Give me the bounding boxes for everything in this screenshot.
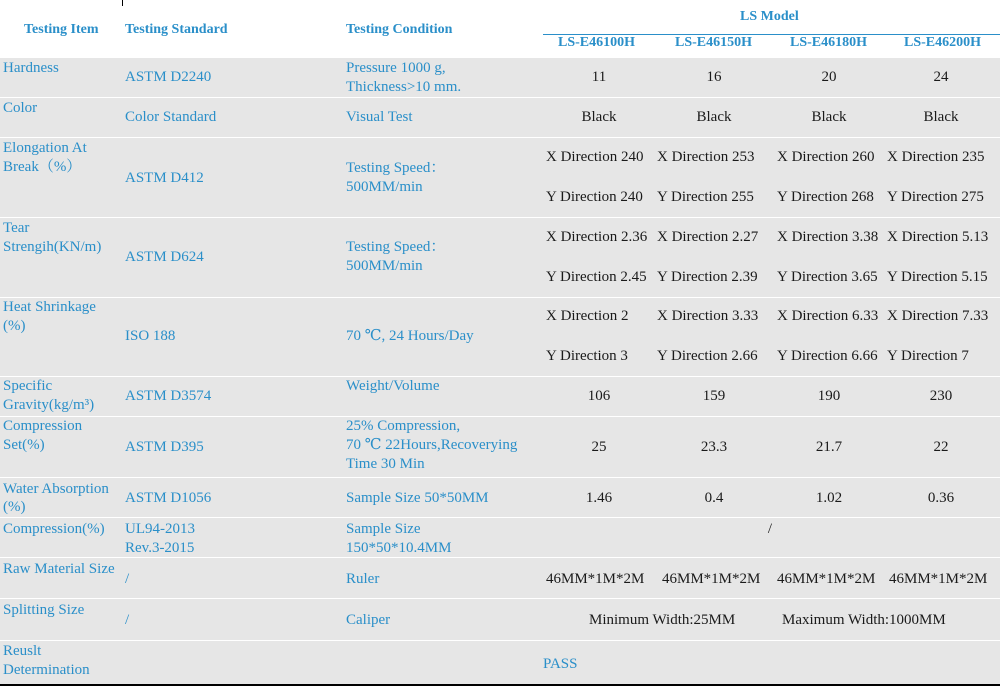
standard-value: ASTM D3574 — [125, 388, 212, 404]
y-value-model-3: Y Direction 6.66 — [777, 348, 878, 364]
x-value-model-2: X Direction 2.27 — [657, 229, 759, 245]
condition-line-2: Thickness>10 mm. — [346, 79, 462, 95]
standard-line-1: UL94-2013 — [125, 521, 195, 537]
table-row — [0, 97, 1000, 137]
y-value-model-2: Y Direction 2.39 — [657, 269, 758, 285]
y-value-model-2: Y Direction 255 — [657, 189, 754, 205]
condition-line-1: Testing Speed： — [346, 160, 446, 176]
item-label-line-1: Elongation At — [3, 140, 87, 156]
item-label-line-2: (%) — [3, 318, 26, 334]
header-model-2: LS-E46150H — [675, 35, 753, 50]
table-row — [0, 416, 1000, 477]
y-value-model-3: Y Direction 3.65 — [777, 269, 878, 285]
x-value-model-1: X Direction 2.36 — [546, 229, 648, 245]
value-model-3: Black — [811, 109, 847, 125]
standard-value: / — [125, 571, 130, 587]
item-label-line-2: Break（%） — [3, 159, 82, 175]
condition-line-2: 70 ℃ 22Hours,Recoverying — [346, 437, 518, 453]
standard-value: ASTM D1056 — [125, 490, 212, 506]
y-value-model-4: Y Direction 275 — [887, 189, 984, 205]
value-model-4: 230 — [929, 388, 953, 404]
x-value-model-4: X Direction 235 — [887, 149, 985, 165]
value-model-1: 25 — [591, 439, 607, 455]
table-row — [0, 217, 1000, 297]
condition-value: Weight/Volume — [346, 378, 440, 394]
value-model-3: 21.7 — [815, 439, 843, 455]
header-testing-condition: Testing Condition — [346, 22, 453, 37]
condition-line-2: 500MM/min — [346, 179, 423, 195]
value-model-4: 0.36 — [927, 490, 955, 506]
x-value-model-3: X Direction 6.33 — [777, 308, 879, 324]
minimum-width: Minimum Width:25MM — [589, 612, 736, 628]
value-model-2: 16 — [706, 69, 722, 85]
x-value-model-4: X Direction 5.13 — [887, 229, 989, 245]
table-row — [0, 137, 1000, 217]
value-model-4: 22 — [933, 439, 949, 455]
value-model-1: 1.46 — [585, 490, 613, 506]
item-label-line-1: Water Absorption — [3, 481, 109, 497]
table-row — [0, 477, 1000, 517]
value-model-2: 0.4 — [704, 490, 724, 506]
standard-value: ASTM D395 — [125, 439, 204, 455]
y-value-model-4: Y Direction 5.15 — [887, 269, 988, 285]
header-testing-item: Testing Item — [24, 22, 99, 37]
condition-line-1: Pressure 1000 g, — [346, 60, 446, 76]
condition-value: Caliper — [346, 612, 391, 628]
value-all-models: / — [767, 521, 773, 537]
standard-value: ASTM D412 — [125, 170, 204, 186]
maximum-width: Maximum Width:1000MM — [782, 612, 946, 628]
table-header — [0, 6, 1000, 57]
condition-line-2: 150*50*10.4MM — [346, 540, 452, 556]
table-row — [0, 598, 1000, 640]
x-value-model-2: X Direction 3.33 — [657, 308, 759, 324]
condition-value: Visual Test — [346, 109, 413, 125]
value-model-3: 20 — [821, 69, 837, 85]
table-row — [0, 517, 1000, 557]
item-label: Hardness — [3, 60, 59, 76]
condition-line-1: 25% Compression, — [346, 418, 461, 434]
x-value-model-4: X Direction 7.33 — [887, 308, 989, 324]
x-value-model-3: X Direction 3.38 — [777, 229, 879, 245]
header-testing-standard: Testing Standard — [125, 22, 228, 37]
condition-value: Sample Size 50*50MM — [346, 490, 489, 506]
value-model-3: 46MM*1M*2M — [777, 571, 876, 587]
standard-value: ASTM D624 — [125, 249, 204, 265]
item-label-line-2: (%) — [3, 499, 26, 515]
item-label: Color — [3, 100, 38, 116]
item-label-line-2: Strengih(KN/m) — [3, 239, 102, 255]
y-value-model-2: Y Direction 2.66 — [657, 348, 758, 364]
value-model-4: Black — [923, 109, 959, 125]
value-model-2: 23.3 — [700, 439, 728, 455]
y-value-model-1: Y Direction 3 — [546, 348, 628, 364]
x-value-model-1: X Direction 240 — [546, 149, 644, 165]
condition-line-2: 500MM/min — [346, 258, 423, 274]
value-model-1: 46MM*1M*2M — [546, 571, 645, 587]
value-model-4: 24 — [933, 69, 949, 85]
condition-line-1: Testing Speed： — [346, 239, 446, 255]
item-label-line-1: Compression — [3, 418, 83, 434]
y-value-model-1: Y Direction 2.45 — [546, 269, 647, 285]
y-value-model-3: Y Direction 268 — [777, 189, 874, 205]
x-value-model-2: X Direction 253 — [657, 149, 755, 165]
standard-value: Color Standard — [125, 109, 217, 125]
header-model-3: LS-E46180H — [790, 35, 868, 50]
item-label-line-1: Tear — [3, 220, 30, 236]
item-label-line-2: Determination — [3, 662, 90, 678]
x-value-model-1: X Direction 2 — [546, 308, 629, 324]
y-value-model-4: Y Direction 7 — [887, 348, 969, 364]
standard-line-2: Rev.3-2015 — [125, 540, 195, 556]
table-row — [0, 297, 1000, 376]
condition-line-3: Time 30 Min — [346, 456, 425, 472]
table-row — [0, 57, 1000, 97]
value-model-3: 1.02 — [815, 490, 843, 506]
value-model-2: 46MM*1M*2M — [662, 571, 761, 587]
condition-line-1: Sample Size — [346, 521, 421, 537]
header-model-1: LS-E46100H — [558, 35, 636, 50]
standard-value: ASTM D2240 — [125, 69, 212, 85]
value-model-2: 159 — [702, 388, 726, 404]
value-model-1: 106 — [587, 388, 611, 404]
standard-value: / — [125, 612, 130, 628]
value-model-2: Black — [696, 109, 732, 125]
value-model-1: Black — [581, 109, 617, 125]
result-value: PASS — [543, 656, 578, 672]
value-model-3: 190 — [817, 388, 841, 404]
table-row — [0, 640, 1000, 686]
item-label: Compression(%) — [3, 521, 105, 537]
condition-value: 70 ℃, 24 Hours/Day — [346, 328, 474, 344]
table-row — [0, 557, 1000, 598]
header-model-4: LS-E46200H — [904, 35, 982, 50]
header-model-group: LS Model — [740, 9, 799, 24]
value-model-4: 46MM*1M*2M — [889, 571, 988, 587]
item-label-line-1: Reuslt — [3, 643, 42, 659]
item-label: Raw Material Size — [3, 561, 115, 577]
item-label-line-2: Gravity(kg/m³) — [3, 397, 95, 413]
table-row — [0, 376, 1000, 416]
item-label-line-1: Specific — [3, 378, 53, 394]
y-value-model-1: Y Direction 240 — [546, 189, 643, 205]
standard-value: ISO 188 — [125, 328, 176, 344]
item-label-line-2: Set(%) — [3, 437, 45, 453]
x-value-model-3: X Direction 260 — [777, 149, 875, 165]
value-model-1: 11 — [591, 69, 607, 85]
item-label: Splitting Size — [3, 602, 85, 618]
condition-value: Ruler — [346, 571, 380, 587]
item-label-line-1: Heat Shrinkage — [3, 299, 96, 315]
